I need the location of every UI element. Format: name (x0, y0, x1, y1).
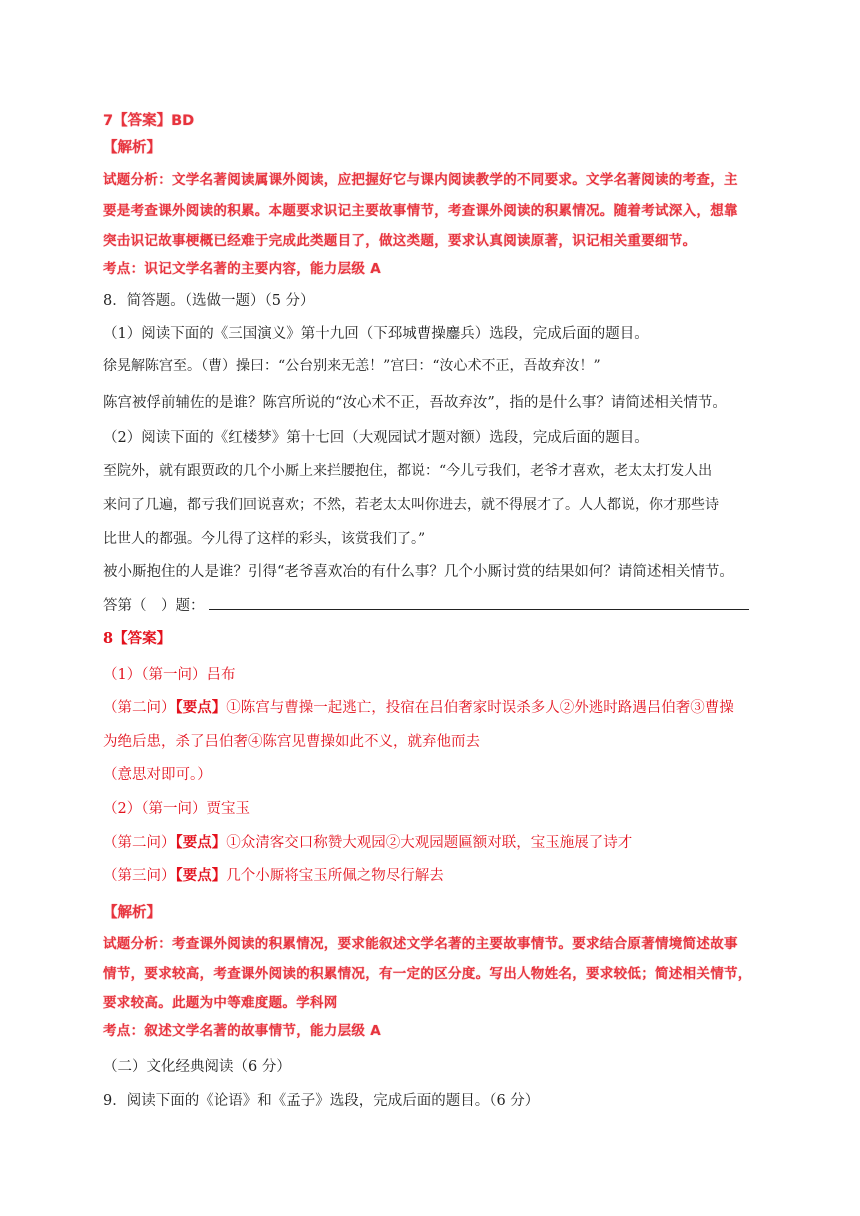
question-8-part1-intro: （1）阅读下面的《三国演义》第十九回（下邳城曹操鏖兵）选段，完成后面的题目。 (103, 326, 649, 342)
answer-8-p2q3-prefix: （第三问） (103, 868, 176, 884)
kaodian-7: 考点：识记文学名著的主要内容，能力层级 A (103, 261, 381, 277)
question-8-part2-passage-line-2: 来问了几遍，都亏我们回说喜欢；不然，若老太太叫你进去，就不得展才了。人人都说，你才那些诗 (103, 497, 719, 513)
question-8-part2-passage-line-1: 至院外，就有跟贾政的几个小厮上来拦腰抱住，都说：“今儿亏我们，老爷才喜欢，老太太打发人出 (103, 463, 713, 479)
answer-line-label: 答第（ ）题： (103, 598, 205, 614)
question-8-part2-passage-line-3: 比世人的都强。今儿得了这样的彩头，该赏我们了。” (103, 531, 426, 547)
answer-7-heading: 7【答案】BD (103, 113, 195, 129)
answer-8-p2q3-text: 几个小厮将宝玉所佩之物尽行解去 (226, 868, 444, 884)
answer-8-p1q2-cont: 为绝后患，杀了吕伯奢④陈宫见曹操如此不义，就弃他而去 (103, 734, 480, 750)
question-8-part2-question: 被小厮抱住的人是谁？引得“老爷喜欢冶的有什么事？几个小厮讨赏的结果如何？请简述相关情节。 (103, 564, 734, 580)
answer-8-p1q2 (103, 697, 734, 719)
analysis-8-line-2: 情节，要求较高，考查课外阅读的积累情况，有一定的区分度。写出人物姓名，要求较低；简述相关情节， (103, 966, 752, 982)
answer-8-p2q2 (103, 832, 632, 854)
question-8-title: 8．简答题。（选做一题）（5 分） (103, 293, 315, 309)
section-2-title: （二）文化经典阅读（6 分） (103, 1059, 291, 1075)
question-8-part1-passage: 徐晃解陈宫至。（曹）操曰：“公台别来无恙！”宫曰：“汝心术不正，吾故弃汝！” (103, 358, 601, 374)
answer-8-p2q2-key: 【要点】 (175, 834, 227, 851)
answer-line (103, 595, 749, 617)
answer-8-p2q3 (103, 865, 444, 887)
answer-8-p2q2-prefix: （第二问） (103, 835, 176, 851)
question-9-intro: 9．阅读下面的《论语》和《孟子》选段，完成后面的题目。（6 分） (103, 1093, 540, 1109)
analysis-8-heading: 【解析】 (103, 905, 161, 921)
analysis-7-line-1: 试题分析：文学名著阅读属课外阅读，应把握好它与课内阅读教学的不同要求。文学名著阅读的考查，主 (103, 172, 738, 188)
answer-8-p2q2-text: ①众清客交口称赞大观园②大观园题匾额对联，宝玉施展了诗才 (226, 835, 633, 851)
question-8-part1-question: 陈宫被俘前辅佐的是谁？陈宫所说的“汝心术不正，吾故弃汝”，指的是什么事？请简述相关情节。 (103, 395, 727, 411)
answer-8-p2q1: （2）（第一问）贾宝玉 (103, 801, 250, 817)
kaodian-8: 考点：叙述文学名著的故事情节，能力层级 A (103, 1023, 381, 1039)
analysis-7-heading: 【解析】 (103, 140, 161, 156)
answer-8-p1q2-text: ①陈宫与曹操一起逃亡，投宿在吕伯奢家时误杀多人②外逃时路遇吕伯奢③曹操 (226, 700, 734, 716)
answer-8-heading: 8【答案】 (103, 630, 172, 647)
answer-8-p1q2-prefix: （第二问） (103, 700, 176, 716)
analysis-8-line-3: 要求较高。此题为中等难度题。学科网 (103, 995, 338, 1011)
answer-8-p1q2-key: 【要点】 (175, 699, 227, 716)
analysis-7-line-2: 要是考查课外阅读的积累。本题要求识记主要故事情节，考查课外阅读的积累情况。随着考试深入，想靠 (103, 203, 738, 219)
answer-8-note: （意思对即可。） (103, 767, 212, 783)
answer-blank[interactable] (209, 595, 749, 610)
analysis-7-line-3: 突击识记故事梗概已经难于完成此类题目了，做这类题，要求认真阅读原著，识记相关重要细节。 (103, 233, 697, 249)
answer-8-p2q3-key: 【要点】 (175, 867, 227, 884)
answer-8-p1q1: （1）（第一问）吕布 (103, 667, 236, 683)
analysis-8-line-1: 试题分析：考查课外阅读的积累情况，要求能叙述文学名著的主要故事情节。要求结合原著情境简述故事 (103, 936, 738, 952)
question-8-part2-intro: （2）阅读下面的《红楼梦》第十七回（大观园试才题对额）选段，完成后面的题目。 (103, 430, 649, 446)
